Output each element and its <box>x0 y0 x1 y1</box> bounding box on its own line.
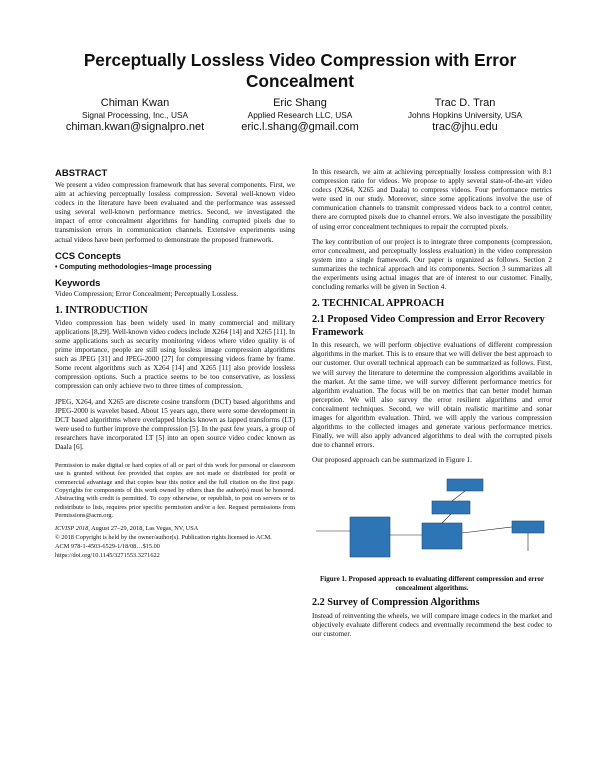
isbn-line: ACM 978-1-4503-6529-1/18/08…$15.00 <box>55 543 160 551</box>
section-2-2-text: Instead of reinventing the wheels, we will compare image codecs in the market and objectively evaluate different codecs and eventually recommend the best codec to our customer. <box>312 611 552 639</box>
diagram-box-main <box>350 517 390 557</box>
author-affiliation: Applied Research LLC, USA <box>247 110 353 120</box>
section-2-1-text: In this research, we will perform objective evaluations of different compression algorithms in the market. This is to ensure that we will deliver the best approach to our customer. Our overall technical approach can be summarized as follows. First, we will survey the literature to determine the compression algorithms available in the market. At the same time, we will survey different performance metrics for algorithm evaluation. The focus will be on metrics that can better model human perception. We will also survey the error resilient algorithms and error concealment techniques. Second, we will obtain realistic maritime and sonar images for algorithm evaluation. Third, we will apply the various compression algorithms to the collected images and generate various performance metrics. Finally, we will also apply advanced algorithms to deal with the corrupted pixels due to channel errors. <box>312 341 552 450</box>
author-name: Trac D. Tran <box>434 97 496 109</box>
conference-line <box>55 524 295 533</box>
diagram-box-upper <box>432 501 470 514</box>
diagram-arrow-middle-right <box>462 527 512 533</box>
author-affiliation: Johns Hopkins University, USA <box>407 110 523 120</box>
figure-1-diagram <box>312 471 552 571</box>
author-block-2 <box>225 97 375 134</box>
diagram-arrow-upper-middle <box>442 514 451 523</box>
intro-paragraph-2: JPEG, X264, and X265 are discrete cosine transform (DCT) based algorithms and JPEG-2000 is wavelet based. About 15 years ago, there were some development in DCT based algorithms where overlapped blocks known as lapped transforms (LT) were used to further improve the compression [5]. In the past few years, a group of researchers have incorporated LT [5] into an open source video codec known as Daala [6]. <box>55 397 295 451</box>
author-block-3 <box>390 97 540 134</box>
copyright-line: © 2018 Copyright is held by the owner/author(s). Publication rights licensed to ACM. <box>55 534 272 542</box>
author-email: trac@jhu.edu <box>432 121 498 133</box>
author-name: Eric Shang <box>273 97 327 109</box>
keywords-heading: Keywords <box>55 277 101 289</box>
keywords-text: Video Compression; Error Concealment; Perceptually Lossless. <box>55 289 239 298</box>
section-2-heading: 2. TECHNICAL APPROACH <box>312 298 445 310</box>
ccs-heading: CCS Concepts <box>55 250 121 262</box>
permission-notice: Permission to make digital or hard copies of all or part of this work for personal or classroom use is granted without fee provided that copies are not made or distributed for profit or commercial advantage and that copies bear this notice and the full citation on the first page. Copyrights for components of this work owned by others than the author(s) must be honored. Abstracting with credit is permitted. To copy otherwise, or republish, to post on servers or to redistribute to lists, requires prior specific permission and/or a fee. Request permissions from Permissions@acm.org. <box>55 462 295 519</box>
ccs-text: • Computing methodologies~Image processing <box>55 263 212 271</box>
intro-paragraph-1: Video compression has been widely used in many commercial and military applications [8,29]. Well-known video codecs include X264 [14] and X265 [11]. In some applications such as security monitoring videos where video quality is of prime importance, people are still using lossless image compression algorithms such as JPEG [31] and JPEG-2000 [27] for compressing videos frame by frame. Some recent algorithms such as X264 [14] and X265 [11] also provide lossless compression options. Such a practice seems to be too conservative, as lossless compression can only achieve two to three times of compression. <box>55 318 295 391</box>
figure-1-caption: Figure 1. Proposed approach to evaluating different compression and error concealment algorithms. <box>320 575 544 593</box>
abstract-heading: ABSTRACT <box>55 168 108 179</box>
conference-name: ICVISP 2018, <box>55 525 90 533</box>
abstract-text: We present a video compression framework that has several components. First, we aim at achieving perceptually lossless compression. Several well-known video codecs in the literature have been evaluated and the performance was assessed using several well-known performance metrics. Second, we investigated the impact of error concealment algorithms for handling corrupted pixels due to transmission errors in communication channels. Extensive experiments using actual videos have been performed to demonstrate the proposed framework. <box>55 181 295 244</box>
author-email: eric.l.shang@gmail.com <box>241 121 359 133</box>
author-email: chiman.kwan@signalpro.net <box>65 121 205 133</box>
diagram-box-right <box>512 521 544 533</box>
left-column <box>55 168 295 560</box>
diagram-arrow-top-upper <box>452 491 465 501</box>
author-affiliation: Signal Processing, Inc., USA <box>81 110 189 120</box>
author-block-1 <box>60 97 210 134</box>
right-paragraph-1: In this research, we aim at achieving perceptually lossless compression with 8:1 compression ratio for videos. We propose to apply several state-of-the-art video codecs (X264, X265 and Daala) to compress videos. Four performance metrics were used in our study. Moreover, since some applications involve the use of communication channels to transmit compressed videos back to a control center, there are corrupted pixels due to channel errors. We also investigate the possibility of using error concealment techniques to repair the corrupted pixels. <box>312 168 552 231</box>
diagram-box-top <box>447 479 483 491</box>
figure-1-svg <box>312 471 552 571</box>
diagram-box-middle <box>422 523 462 549</box>
paper-title: Perceptually Lossless Video Compression with Error Concealment <box>83 50 517 91</box>
section-2-1-heading: 2.1 Proposed Video Compression and Error Recovery Framework <box>312 314 545 338</box>
section-2-2-heading: 2.2 Survey of Compression Algorithms <box>312 597 480 609</box>
conference-details: August 27–29, 2018, Las Vegas, NV, USA <box>91 525 199 533</box>
intro-heading: 1. INTRODUCTION <box>55 304 148 316</box>
figure-intro: Our proposed approach can be summarized in Figure 1. <box>312 456 472 465</box>
right-column <box>312 168 552 645</box>
right-paragraph-2: The key contribution of our project is to integrate three components (compression, error concealment, and perceptually lossless evaluation) in the video compression system into a single framework. Our paper is organized as follows. Section 2 summarizes the technical approach and its components. Section 3 summarizes all the experiments using actual images that are of interest to our customer. Finally, concluding remarks will be given in Section 4. <box>312 237 552 292</box>
doi-line: https://doi.org/10.1145/3271553.3271622 <box>55 552 160 560</box>
author-name: Chiman Kwan <box>100 97 170 109</box>
